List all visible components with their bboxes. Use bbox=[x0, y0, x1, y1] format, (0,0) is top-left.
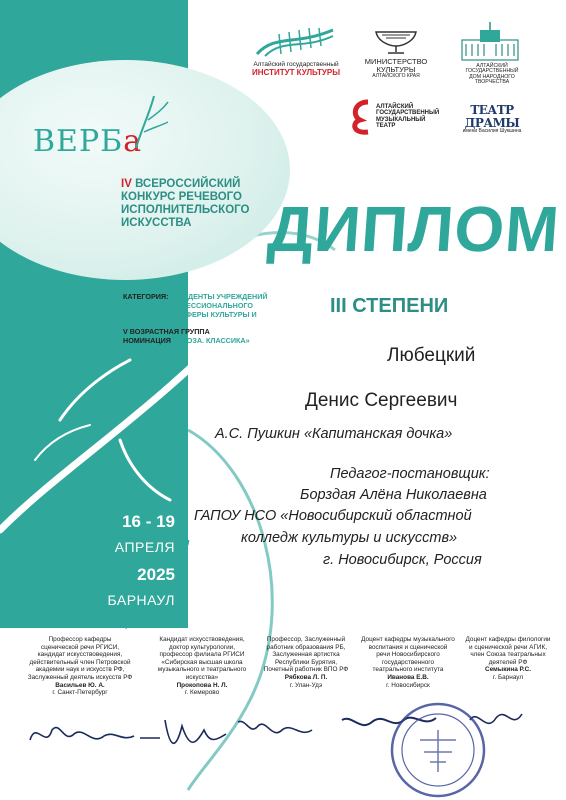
theatre-line-2: ГОСУДАРСТВЕННЫЙ bbox=[376, 110, 440, 117]
theatre-line-3: МУЗЫКАЛЬНЫЙ bbox=[376, 116, 426, 123]
category-value: «СТУДЕНТЫ УЧРЕЖДЕНИЙ СРЕДНЕГО ПРОФЕССИОНАЛЬНОГО ОБРАЗОВАНИЯ СФЕРЫ КУЛЬТУРЫ И ИСКУССТВА» bbox=[123, 292, 268, 328]
sig4-name: Иванова Е.В. bbox=[387, 673, 429, 681]
event-dates: 16 - 19 bbox=[122, 512, 175, 531]
sig3-line: Республики Бурятия, bbox=[274, 658, 338, 666]
sig5-line: член Союза театральных bbox=[470, 651, 546, 659]
sig1-line: сценической речи РГИСИ, bbox=[40, 643, 120, 651]
sig4-city: г. Новосибирск bbox=[386, 681, 430, 689]
signature-block-1 bbox=[20, 636, 140, 697]
institution-city: г. Новосибирск, Россия bbox=[323, 552, 482, 568]
sig3-city: г. Улан-Удэ bbox=[289, 681, 323, 689]
event-year: 2025 bbox=[137, 565, 175, 584]
signature-block-5 bbox=[456, 636, 560, 682]
verba-main-text: ВЕРБ bbox=[33, 124, 124, 159]
sig3-name: Рябкова Л. П. bbox=[284, 673, 328, 681]
verba-a-letter: а bbox=[123, 124, 143, 159]
nomination-label: НОМИНАЦИЯ bbox=[123, 335, 173, 345]
sig1-line: Заслуженный деятель искусств РФ bbox=[27, 673, 133, 681]
sig1-name: Васильев Ю. А. bbox=[55, 681, 105, 689]
sig5-line: и сценической речи АГИК, bbox=[468, 643, 547, 651]
folk-house-logo-text bbox=[452, 64, 532, 86]
sig4-line: Доцент кафедры музыкального bbox=[361, 636, 455, 643]
sig2-city: г. Кемерово bbox=[184, 689, 220, 697]
drama-line-1: ТЕАТР ДРАМЫ bbox=[464, 103, 520, 130]
institution-line-2: колледж культуры и искусств» bbox=[241, 530, 458, 546]
drama-theatre-logo bbox=[450, 104, 534, 134]
category-block bbox=[123, 293, 273, 346]
drama-line-2: имени Василия Шукшина bbox=[462, 128, 522, 135]
sig1-line: кандидат искусствоведения, bbox=[37, 651, 123, 659]
music-theatre-logo-icon bbox=[348, 98, 374, 136]
sig3-line: Профессор, Заслуженный bbox=[266, 636, 346, 643]
nomination-value: «ПРОЗА. КЛАССИКА» bbox=[172, 335, 250, 345]
age-group: V ВОЗРАСТНАЯ ГРУППА bbox=[123, 327, 210, 337]
category-label: КАТЕГОРИЯ: bbox=[123, 292, 171, 301]
sig3-line: работник образования РБ, bbox=[266, 643, 346, 651]
event-place: БАРНАУЛ bbox=[107, 592, 175, 608]
sig2-line: Кандидат искусствоведения, bbox=[159, 636, 245, 643]
house-line-1: АЛТАЙСКИЙ ГОСУДАРСТВЕННЫЙ bbox=[465, 63, 519, 75]
contest-title bbox=[121, 178, 261, 230]
sig1-city: г. Санкт-Петербург bbox=[52, 689, 108, 697]
ministry-line-2: КУЛЬТУРЫ bbox=[376, 64, 416, 74]
sig3-line: Заслуженная артистка bbox=[272, 651, 340, 659]
institute-wave-logo-icon bbox=[255, 24, 335, 60]
handwritten-signatures bbox=[0, 700, 566, 800]
event-month: АПРЕЛЯ bbox=[114, 539, 175, 555]
contest-line-3: ИСПОЛНИТЕЛЬСКОГО bbox=[121, 204, 250, 216]
performed-work: А.С. Пушкин «Капитанская дочка» bbox=[215, 426, 453, 442]
folk-house-building-icon bbox=[458, 20, 522, 62]
sig2-line: доктор культурологии, bbox=[168, 643, 236, 651]
sig2-line: музыкального и театрального bbox=[157, 666, 247, 674]
contest-line-4: ИСКУССТВА bbox=[121, 217, 192, 229]
contest-line-1: ВСЕРОССИЙСКИЙ bbox=[131, 178, 241, 190]
sig1-line: Профессор кафедры bbox=[48, 636, 112, 643]
ministry-line-1: МИНИСТЕРСТВО bbox=[364, 57, 428, 66]
teacher-name: Борздая Алёна Николаевна bbox=[300, 487, 487, 503]
diploma-degree: III СТЕПЕНИ bbox=[330, 295, 449, 317]
verba-festival-logo bbox=[33, 124, 142, 159]
diploma-title: ДИПЛОМ bbox=[265, 193, 563, 265]
sig4-line: государственного bbox=[381, 658, 435, 666]
sig4-line: речи Новосибирского bbox=[376, 651, 440, 659]
teacher-title: Педагог-постановщик: bbox=[330, 466, 490, 482]
theatre-line-4: ТЕАТР bbox=[376, 122, 396, 129]
sig3-line: Почетный работник ВПО РФ bbox=[263, 666, 349, 674]
recipient-surname: Любецкий bbox=[387, 345, 476, 366]
sig2-line: «Сибирская высшая школа bbox=[161, 658, 243, 666]
sig1-line: академии наук и искусств РФ, bbox=[35, 666, 125, 674]
recipient-given-name: Денис Сергеевич bbox=[305, 390, 458, 411]
institution-line-1: ГАПОУ НСО «Новосибирский областной bbox=[194, 508, 472, 524]
sig2-line: искусства» bbox=[185, 673, 219, 681]
music-theatre-logo-text bbox=[376, 104, 446, 129]
signature-block-4 bbox=[354, 636, 462, 689]
sig5-name: Семыкина Р.С. bbox=[484, 666, 532, 674]
signature-block-3 bbox=[256, 636, 356, 689]
contest-roman-number: IV bbox=[121, 178, 132, 190]
sig5-city: г. Барнаул bbox=[492, 673, 524, 681]
house-line-2: ДОМ НАРОДНОГО ТВОРЧЕСТВА bbox=[469, 73, 515, 86]
sig1-line: действительный член Петровской bbox=[29, 658, 131, 666]
signature-block-2 bbox=[148, 636, 256, 697]
sig5-line: деятелей РФ bbox=[488, 658, 528, 666]
sig5-line: Доцент кафедры филологии bbox=[465, 636, 551, 643]
sig2-name: Прокопова Н. Л. bbox=[176, 681, 228, 689]
institute-line-1: Алтайский государственный bbox=[253, 61, 339, 68]
institute-line-2: ИНСТИТУТ КУЛЬТУРЫ bbox=[251, 67, 341, 77]
ministry-logo-text bbox=[360, 58, 432, 79]
contest-line-2: КОНКУРС РЕЧЕВОГО bbox=[121, 191, 242, 203]
theatre-line-1: АЛТАЙСКИЙ bbox=[376, 104, 414, 110]
sig4-line: театрального института bbox=[372, 666, 444, 674]
ministry-bowl-icon bbox=[372, 26, 420, 56]
institute-logo-text bbox=[250, 62, 342, 77]
sig2-line: профессор филиала РГИСИ bbox=[159, 651, 245, 659]
sig4-line: воспитания и сценической bbox=[368, 643, 448, 651]
ministry-line-3: АЛТАЙСКОГО КРАЯ bbox=[372, 72, 420, 79]
verba-sprig-icon bbox=[132, 92, 172, 150]
